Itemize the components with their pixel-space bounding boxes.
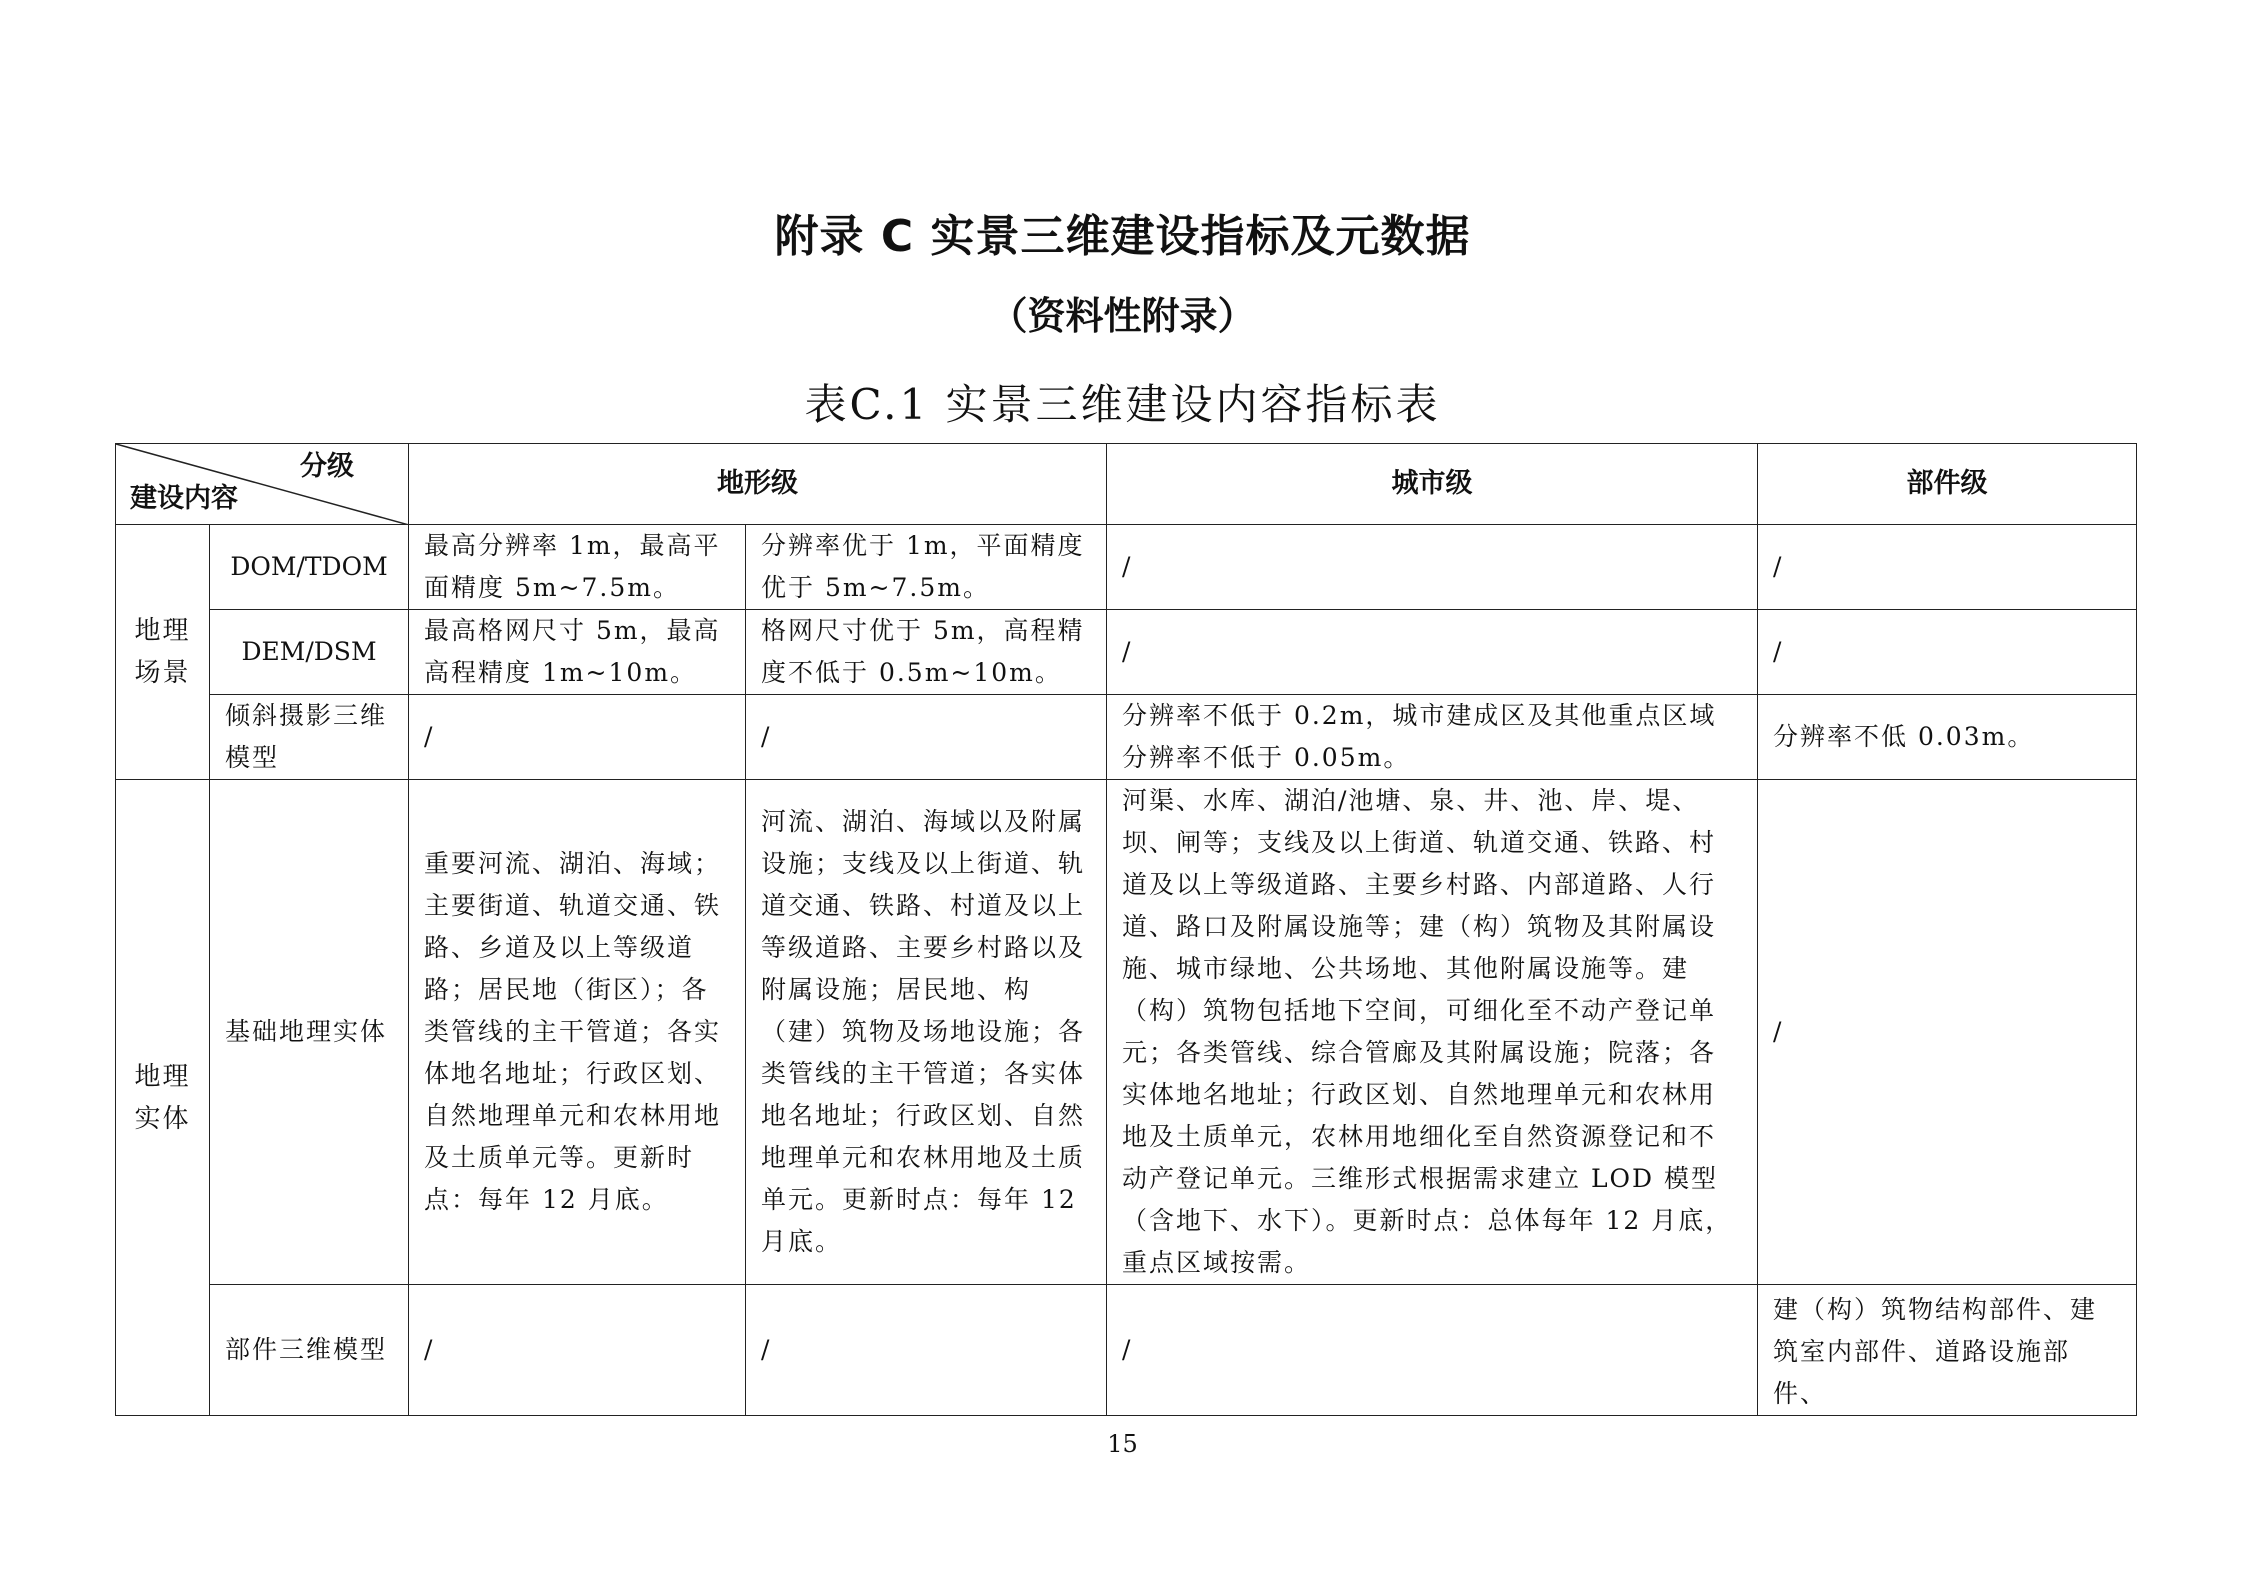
corner-header-cell [116, 444, 409, 525]
city-cell: / [1107, 1285, 1758, 1416]
table-header-row [116, 444, 2137, 525]
terrain-cell: / [409, 1285, 746, 1416]
table-row [116, 695, 2137, 780]
appendix-title: 附录 C 实景三维建设指标及元数据 [774, 211, 1471, 262]
subcategory-cell: 基础地理实体 [210, 780, 409, 1285]
component-cell: / [1758, 780, 2137, 1285]
subcategory-cell: 倾斜摄影三维模型 [210, 695, 409, 780]
subcategory-cell: 部件三维模型 [210, 1285, 409, 1416]
city-cell: 分辨率不低于 0.2m，城市建成区及其他重点区域分辨率不低于 0.05m。 [1107, 695, 1758, 780]
category-geo-entity: 地理实体 [116, 780, 210, 1416]
terrain-cell: / [746, 695, 1107, 780]
component-cell: 建（构）筑物结构部件、建筑室内部件、道路设施部件、 [1758, 1285, 2137, 1416]
terrain-cell: 格网尺寸优于 5m，高程精度不低于 0.5m~10m。 [746, 610, 1107, 695]
terrain-cell: / [409, 695, 746, 780]
subcategory-cell: DEM/DSM [210, 610, 409, 695]
city-cell: / [1107, 525, 1758, 610]
header-component-level: 部件级 [1758, 444, 2137, 525]
component-cell: / [1758, 525, 2137, 610]
table-row [116, 1285, 2137, 1416]
category-geo-scene: 地理场景 [116, 525, 210, 780]
header-terrain-level: 地形级 [409, 444, 1107, 525]
table-row [116, 610, 2137, 695]
component-cell: / [1758, 610, 2137, 695]
city-cell: 河渠、水库、湖泊/池塘、泉、井、池、岸、堤、坝、闸等；支线及以上街道、轨道交通、铁路、村道及以上等级道路、主要乡村路、内部道路、人行道、路口及附属设施等；建（构）筑物及其附属设施、城市绿地、公共场地、其他附属设施等。建（构）筑物包括地下空间，可细化至不动产登记单元；各类管线、综合管廊及其附属设施；院落；各实体地名地址；行政区划、自然地理单元和农林用地及土质单元，农林用地细化至自然资源登记和不动产登记单元。三维形式根据需求建立 LOD 模型（含地下、水下）。更新时点：总体每年 12 月底，重点区域按需。 [1107, 780, 1758, 1285]
appendix-subtitle: （资料性附录） [989, 294, 1256, 338]
city-cell: / [1107, 610, 1758, 695]
terrain-cell: 分辨率优于 1m，平面精度优于 5m~7.5m。 [746, 525, 1107, 610]
corner-label-grade: 分级 [300, 451, 354, 482]
table-row [116, 780, 2137, 1285]
indicator-table [115, 443, 2137, 1416]
page-number: 15 [1107, 1430, 1138, 1458]
table-row [116, 525, 2137, 610]
header-city-level: 城市级 [1107, 444, 1758, 525]
terrain-cell: 最高格网尺寸 5m，最高高程精度 1m~10m。 [409, 610, 746, 695]
terrain-cell: 最高分辨率 1m，最高平面精度 5m~7.5m。 [409, 525, 746, 610]
terrain-cell: 重要河流、湖泊、海域；主要街道、轨道交通、铁路、乡道及以上等级道路；居民地（街区）；各类管线的主干管道；各实体地名地址；行政区划、自然地理单元和农林用地及土质单元等。更新时点：每年 12 月底。 [409, 780, 746, 1285]
table-caption: 表C.1 实景三维建设内容指标表 [804, 380, 1441, 429]
component-cell: 分辨率不低 0.03m。 [1758, 695, 2137, 780]
subcategory-cell: DOM/TDOM [210, 525, 409, 610]
terrain-cell: 河流、湖泊、海域以及附属设施；支线及以上街道、轨道交通、铁路、村道及以上等级道路、主要乡村路以及附属设施；居民地、构（建）筑物及场地设施；各类管线的主干管道；各实体地名地址；行政区划、自然地理单元和农林用地及土质单元。更新时点：每年 12 月底。 [746, 780, 1107, 1285]
corner-label-content: 建设内容 [130, 483, 238, 514]
terrain-cell: / [746, 1285, 1107, 1416]
